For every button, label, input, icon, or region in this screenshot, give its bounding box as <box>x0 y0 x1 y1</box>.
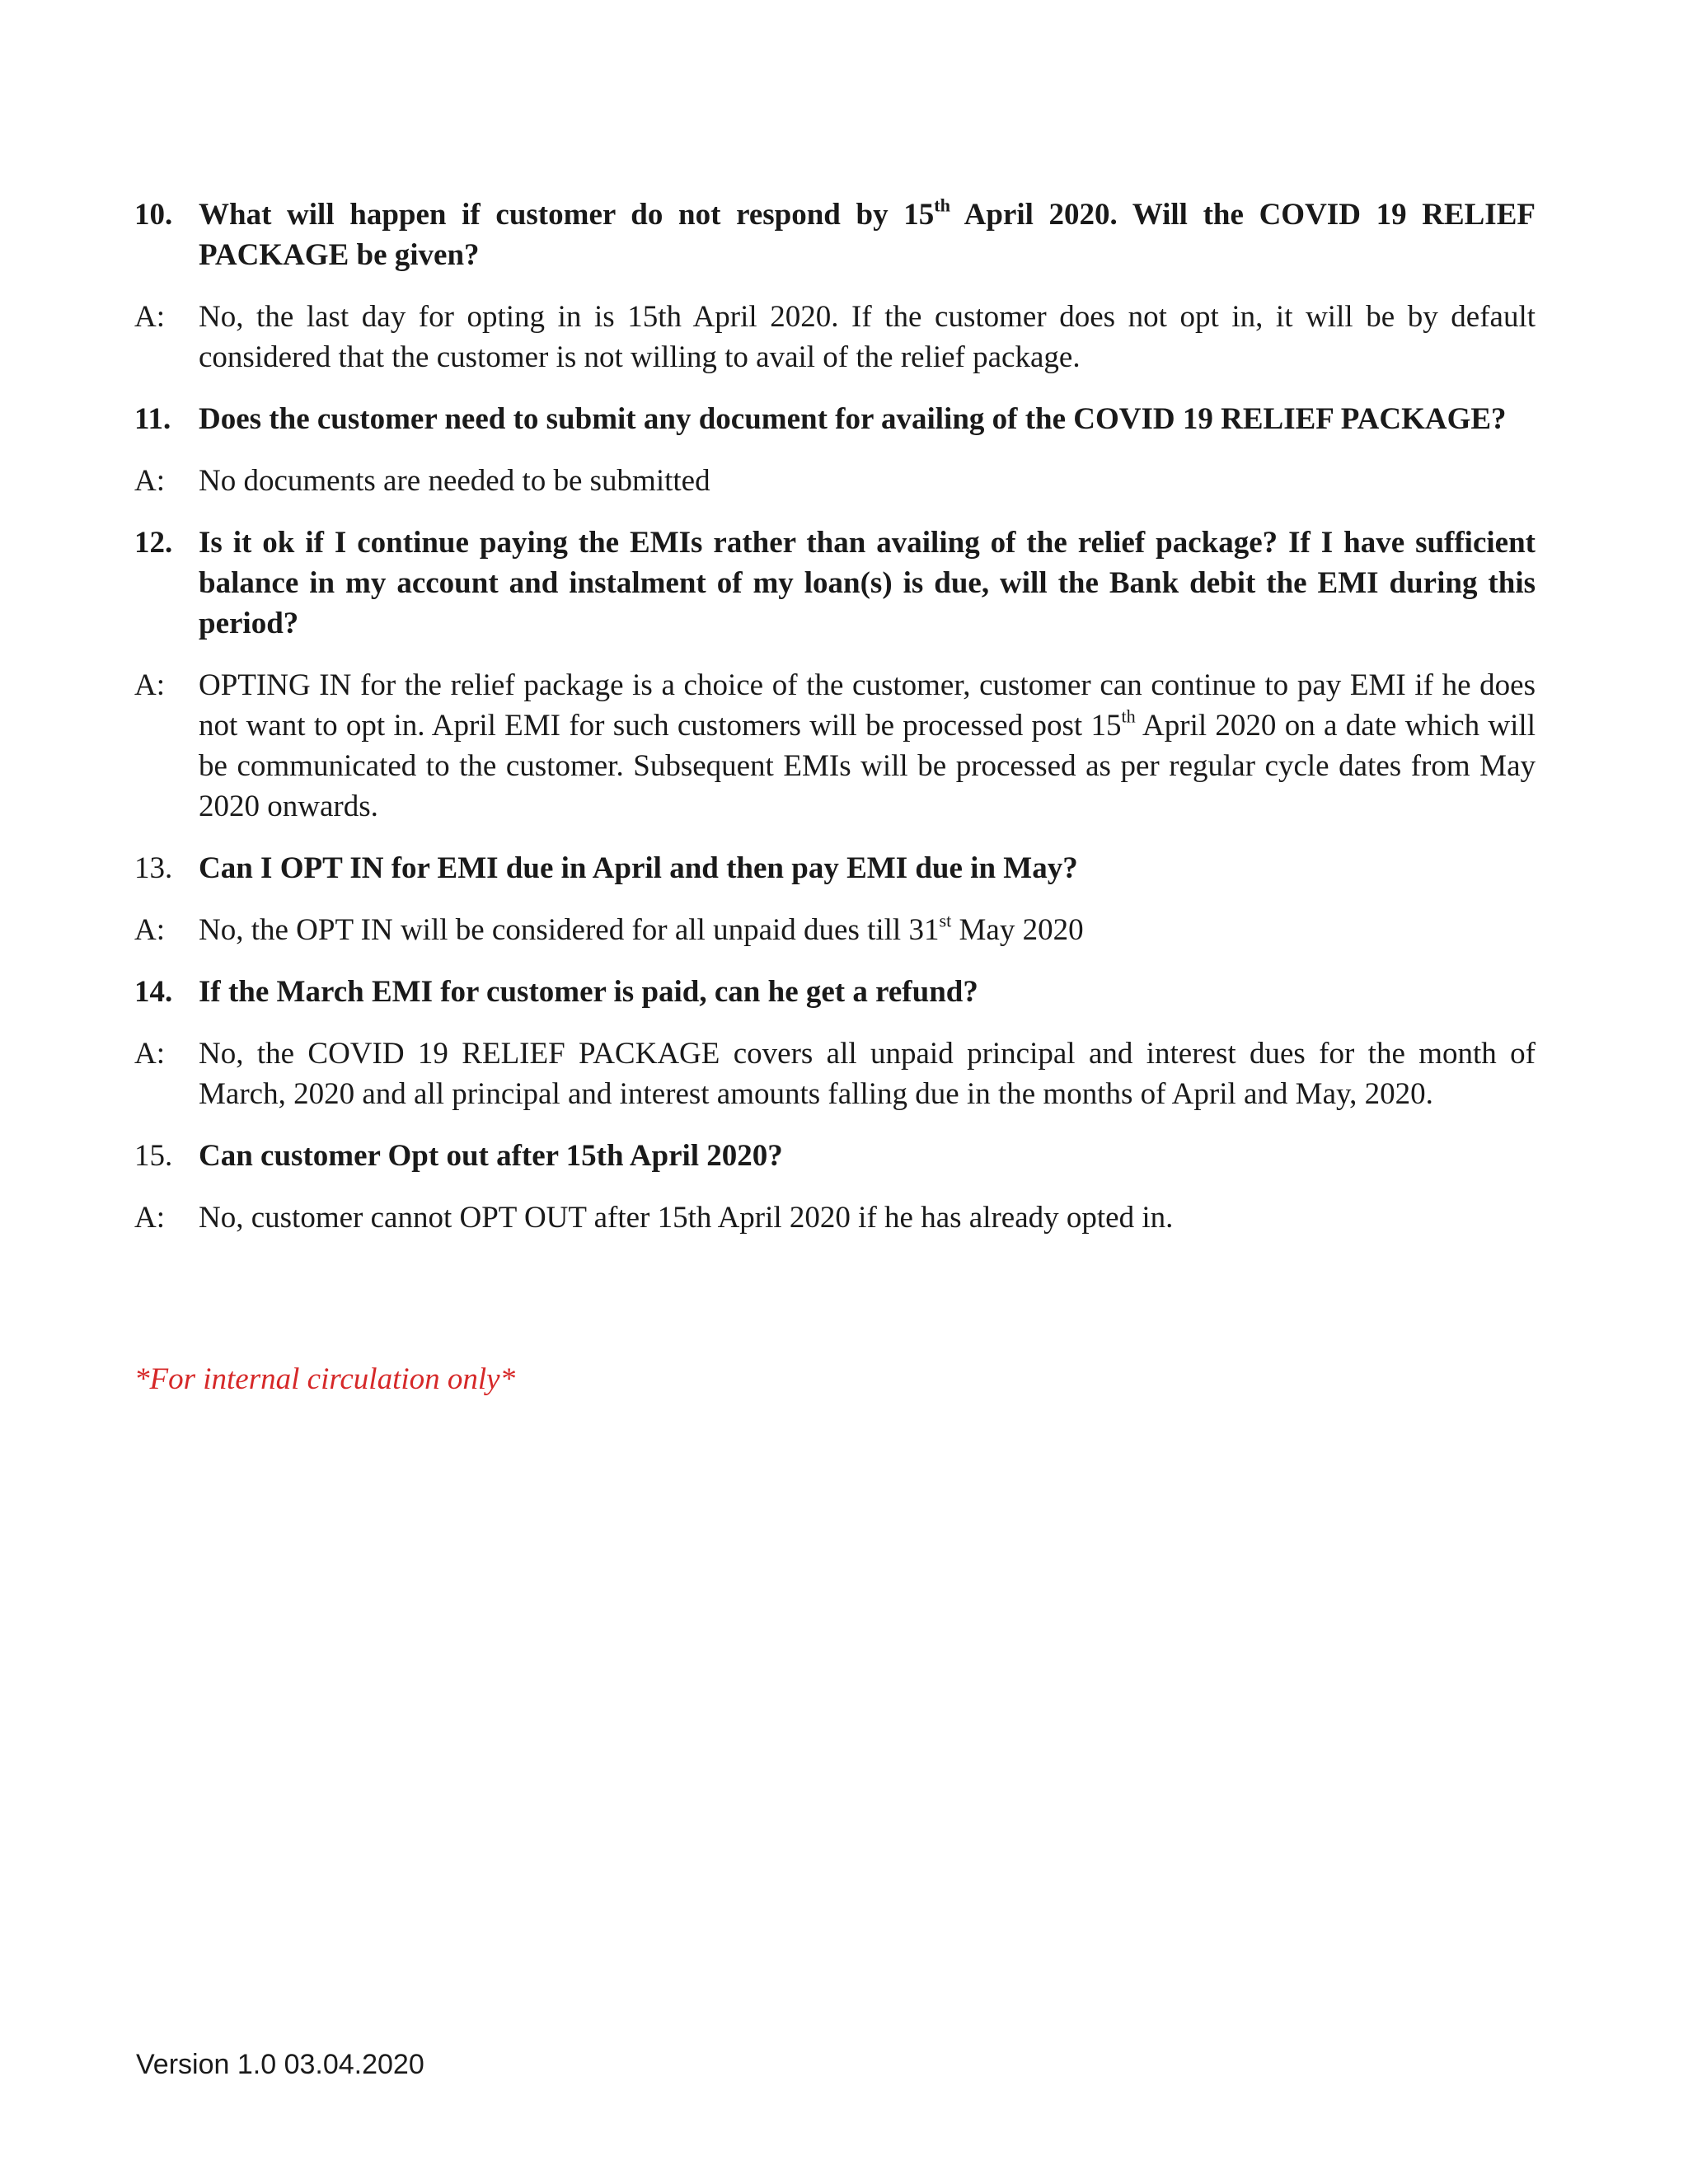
answer-12 <box>134 665 1536 827</box>
question-text: Can customer Opt out after 15th April 2020? <box>199 1139 783 1173</box>
answer-text: No, the COVID 19 RELIEF PACKAGE covers all unpaid principal and interest dues for the month of March, 2020 and all principal and interest amounts falling due in the months of April and May, 2020. <box>199 1037 1536 1111</box>
question-number: 12. <box>134 526 173 560</box>
answer-text: No, the OPT IN will be considered for all unpaid dues till 31 <box>199 913 940 947</box>
question-text: Can I OPT IN for EMI due in April and then pay EMI due in May? <box>199 851 1078 885</box>
answer-marker: A: <box>134 668 165 702</box>
superscript: st <box>939 910 952 931</box>
question-14 <box>134 972 1536 1012</box>
answer-text-cont: May 2020 <box>951 913 1084 947</box>
superscript: th <box>934 194 950 216</box>
answer-10 <box>134 297 1536 377</box>
question-number: 15. <box>134 1139 173 1173</box>
question-text: What will happen if customer do not respond by 15 <box>199 198 935 232</box>
answer-marker: A: <box>134 1037 165 1071</box>
version-label: Version 1.0 03.04.2020 <box>136 2049 424 2080</box>
answer-marker: A: <box>134 464 165 498</box>
answer-text: No, customer cannot OPT OUT after 15th April 2020 if he has already opted in. <box>199 1201 1174 1235</box>
question-text-cont: April 2020. Will the COVID 19 RELIEF PACKAGE be given? <box>199 198 1536 272</box>
question-12 <box>134 523 1536 644</box>
question-number: 11. <box>134 402 171 436</box>
answer-11 <box>134 461 1536 501</box>
faq-list <box>134 194 1536 1259</box>
question-text: Is it ok if I continue paying the EMIs rather than availing of the relief package? If I have sufficient balance in my account and instalment of my loan(s) is due, will the Bank debit the EMI during this period? <box>199 526 1536 640</box>
question-number: 13. <box>134 851 173 885</box>
internal-circulation-note: *For internal circulation only* <box>134 1362 516 1396</box>
question-number: 14. <box>134 975 173 1009</box>
answer-marker: A: <box>134 300 165 334</box>
answer-marker: A: <box>134 913 165 947</box>
answer-text: No, the last day for opting in is 15th April 2020. If the customer does not opt in, it will be by default considered that the customer is not willing to avail of the relief package. <box>199 300 1536 374</box>
answer-text: OPTING IN for the relief package is a choice of the customer, customer can continue to pay EMI if he does not want to opt in. April EMI for such customers will be processed post 15 <box>199 668 1536 743</box>
question-text: If the March EMI for customer is paid, can he get a refund? <box>199 975 978 1009</box>
question-number: 10. <box>134 198 173 232</box>
question-10 <box>134 194 1536 275</box>
answer-14 <box>134 1033 1536 1114</box>
question-text: Does the customer need to submit any document for availing of the COVID 19 RELIEF PACKAGE? <box>199 402 1507 436</box>
superscript: th <box>1121 705 1136 727</box>
answer-13 <box>134 910 1536 950</box>
question-15 <box>134 1136 1536 1176</box>
question-13 <box>134 848 1536 888</box>
question-11 <box>134 399 1536 439</box>
answer-marker: A: <box>134 1201 165 1235</box>
answer-text: No documents are needed to be submitted <box>199 464 710 498</box>
answer-text-cont: April 2020 on a date which will be communicated to the customer. Subsequent EMIs will be processed as per regular cycle dates from May 2020 onwards. <box>199 709 1536 823</box>
answer-15 <box>134 1197 1536 1238</box>
